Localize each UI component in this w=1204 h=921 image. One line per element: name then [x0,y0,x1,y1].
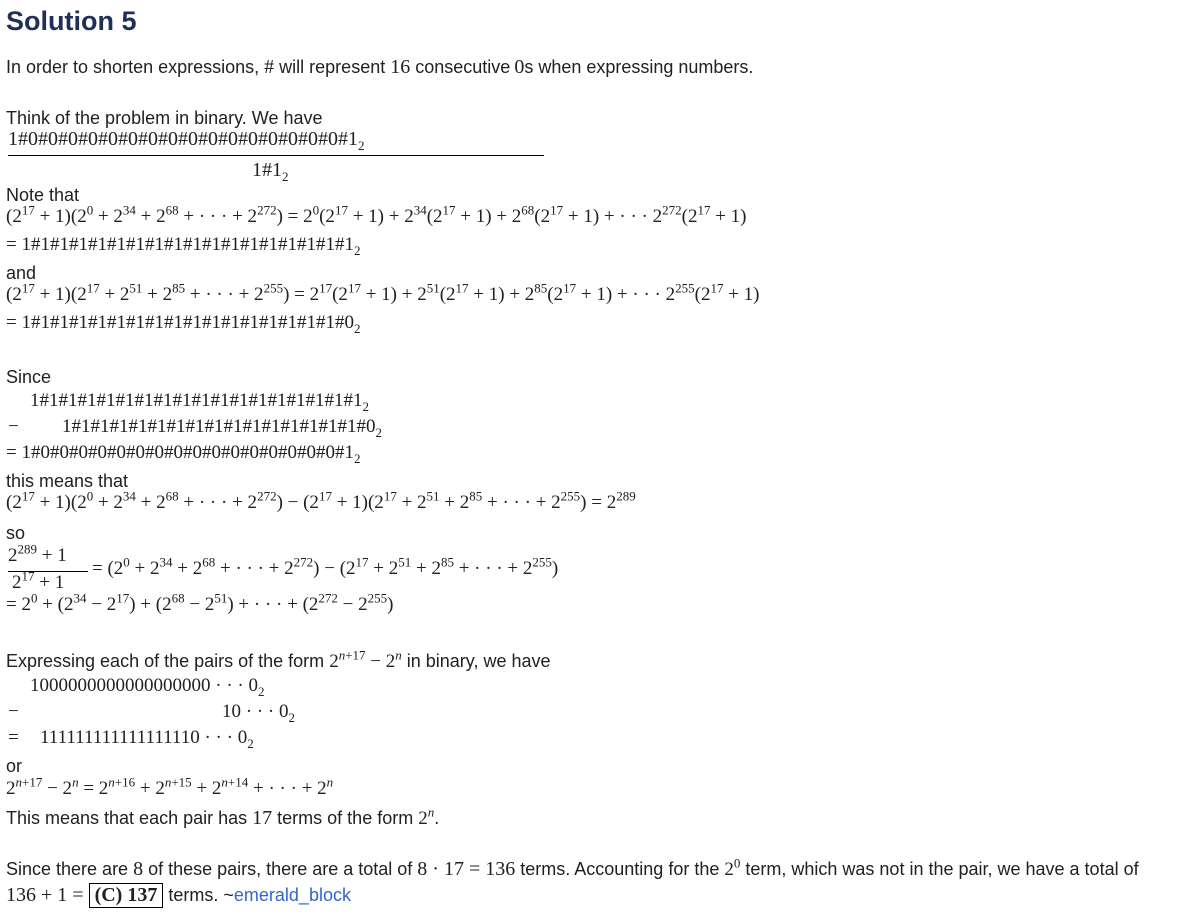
so-fraction-den: $2^{17} + 1$ [12,568,65,593]
sixteen-number: 16 [390,56,411,78]
so-fraction-rhs: = ($2^0 + 2^{34} + 2^{68}$ + · · · + $2^{272}) - (2^{17} + 2^{51} + 2^{85}$ + · · · + $2^{255}$) [92,554,559,579]
zero-digit: 0 [514,56,525,78]
intro-mid2: consecutive [415,57,511,77]
final-line-1: Since there are 8 of these pairs, there are a total of 8 · 17 = 136 terms. Accounting for the $2^0$ term, which was not in the pair, we have a total of [6,855,1139,880]
each-pair-text: This means that each pair has 17 terms of the form 2$^n$. [6,804,440,829]
note-that-label: Note that [6,185,80,205]
so-expansion: = $2^0 + (2^{34} - 2^{17}) + (2^{68} - 2^{51})$ + · · · + $(2^{272} - 2^{255})$ [6,590,394,615]
so-label: so [6,523,26,543]
pairs-text: Expressing each of the pairs of the form $2^{n+17} - 2^n$ in binary, we have [6,647,551,672]
answer-box: (C) 137 [89,883,164,908]
this-means-that-label: this means that [6,471,129,491]
binary-sub-minus: − [8,701,19,722]
difference-expression: $(2^{17} + 1)(2^0 + 2^{34} + 2^{68}$ + · · · + $2^{272}) - (2^{17} + 1)(2^{17} + 2^{51} + 2^{85}$ + · · · + $2^{255}) = 2^{289}$ [6,488,636,513]
or-label: or [6,756,23,776]
expression-note-2: $(2^{17} + 1)(2^{17} + 2^{51} + 2^{85}$ + · · · + $2^{255}) = 2^{17}(2^{17} + 1) + 2^{51}(2^{17} + 1) + 2^{85}(2^{17} + 1)$ + · · · $2^{255}(2^{17} + 1)$ [6,280,760,305]
solution-heading: Solution 5 [6,6,137,36]
expression-result-2: = $1\#1\#1\#1\#1\#1\#1\#1\#1\#1\#1\#1\#1\#1\#1\#1\#1\#0_2$ [6,312,361,336]
minus-sign: − [8,416,19,437]
binary-sub-eq: = [8,727,19,748]
fraction-denominator: $1\#1_2$ [252,159,289,184]
expression-note-1: $(2^{17} + 1)(2^0 + 2^{34} + 2^{68}$ + · · · + $2^{272}) = 2^0(2^{17} + 1) + 2^{34}(2^{17} + 1) + 2^{68}(2^{17} + 1)$ + · · · $2^{272}(2^{17} + 1)$ [6,202,747,227]
binary-sub-bottom: 111111111111111110 · · · $0_2$ [40,727,254,751]
intro-pre: In order to shorten expressions, [6,57,260,77]
terms-label: terms. [168,885,219,905]
intro-post: s when expressing numbers. [524,57,754,77]
and-label: and [6,263,37,283]
so-fraction-num: $2^{289} + 1$ [8,541,67,566]
since-label: Since [6,367,52,387]
binary-sub-top: 1000000000000000000 · · · $0_2$ [30,675,265,699]
binary-intro: Think of the problem in binary. We have [6,108,323,128]
author-link[interactable]: emerald_block [233,885,351,905]
final-sum-expression: 136 + 1 = [6,884,84,906]
tilde-symbol: ~ [223,885,234,905]
intro-line [6,56,753,79]
subtraction-row-3: = $1\#0\#0\#0\#0\#0\#0\#0\#0\#0\#0\#0\#0\#0\#0\#0\#0\#1_2$ [6,442,361,466]
final-line-2 [6,884,351,907]
fraction-numerator: $1\#0\#0\#0\#0\#0\#0\#0\#0\#0\#0\#0\#0\#0\#0\#0\#0\#1_2$ [8,128,365,153]
hash-symbol: # [264,56,275,78]
subtraction-row-1: $1\#1\#1\#1\#1\#1\#1\#1\#1\#1\#1\#1\#1\#1\#1\#1\#1\#1_2$ [30,390,369,414]
power-sum-expression: $2^{n+17} - 2^n = 2^{n+16} + 2^{n+15} + 2^{n+14}$ + · · · + $2^n$ [6,774,334,799]
fraction-bar [8,155,544,156]
expression-result-1: = $1\#1\#1\#1\#1\#1\#1\#1\#1\#1\#1\#1\#1\#1\#1\#1\#1\#1_2$ [6,234,361,258]
binary-sub-mid: 10 · · · $0_2$ [222,701,295,725]
intro-mid: will represent [279,57,386,77]
subtraction-row-2: $1\#1\#1\#1\#1\#1\#1\#1\#1\#1\#1\#1\#1\#1\#1\#1\#0_2$ [62,416,382,440]
